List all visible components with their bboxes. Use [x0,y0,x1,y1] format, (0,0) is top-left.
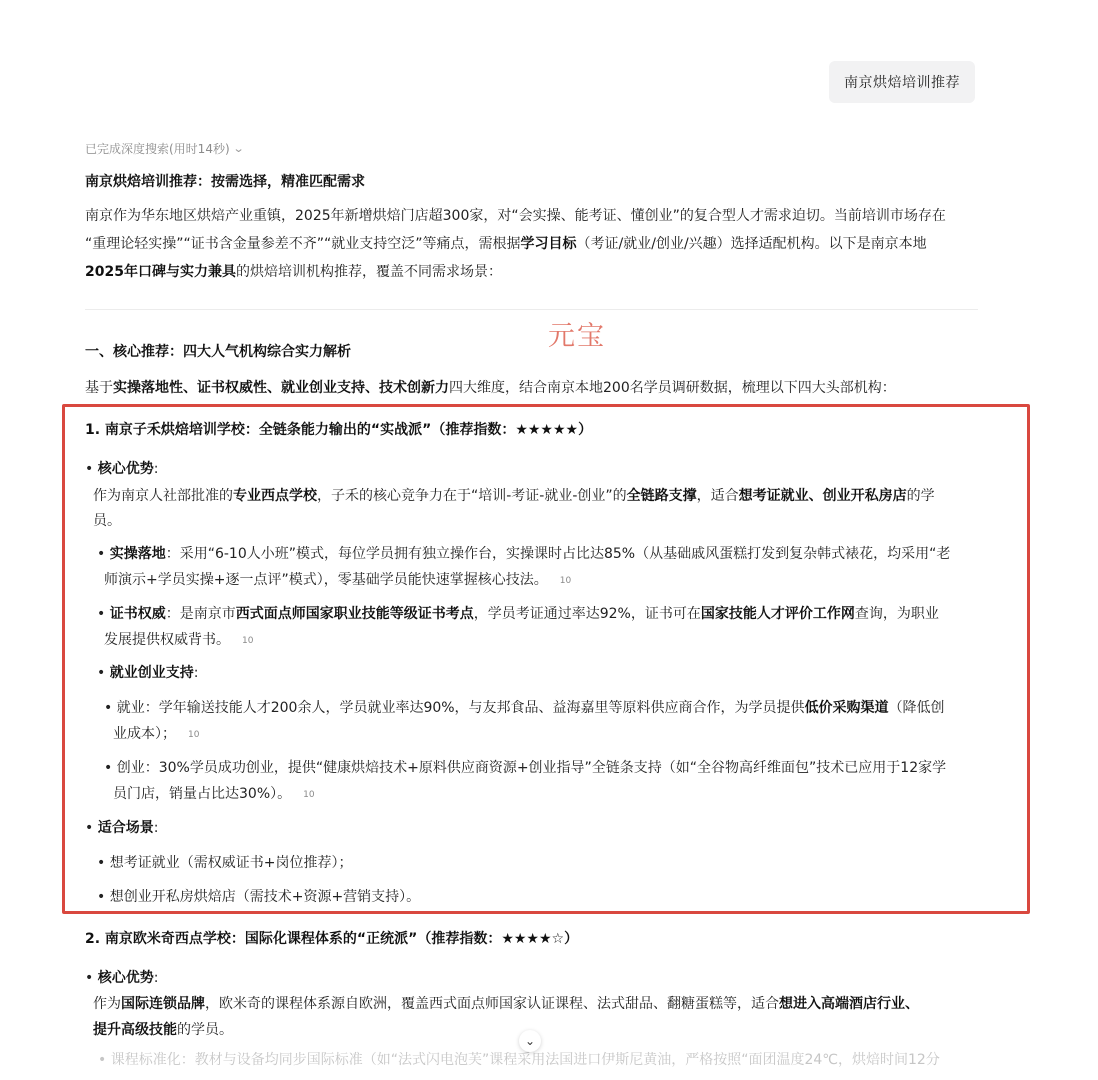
intro-paragraph [85,202,985,286]
point-certificate-cont: 发展提供权威背书。 10 [104,632,254,648]
school-1-advantage-text-cont: 员。 [93,513,121,529]
fit-item-2: • 想创业开私房烘焙店（需技术+资源+营销支持）。 [97,889,421,905]
intro-line-2: “重理论轻实操”“证书含金量参差不齐”“就业支持空泛”等痛点，需根据学习目标（考证/就业/创业/兴趣）选择适配机构。以下是南京本地 [85,236,927,252]
career-business-cont: 员门店，销量占比达30%）。 10 [113,786,315,802]
point-certificate: • 证书权威：是南京市西式面点师国家职业技能等级证书考点，学员考证通过率达92%，证书可在国家技能人才评价工作网查询，为职业 [97,606,939,622]
school-1-advantage-text: 作为南京人社部批准的专业西点学校，子禾的核心竞争力在于“培训-考证-就业-创业”的全链路支撑，适合想考证就业、创业开私房店的学 [93,488,935,504]
search-status-toggle[interactable] [85,140,243,157]
career-business: • 创业：30%学员成功创业，提供“健康烘焙技术+原料供应商资源+创业指导”全链条支持（如“全谷物高纤维面包”技术已应用于12家学 [104,760,947,776]
intro-line-1: 南京作为华东地区烘焙产业重镇，2025年新增烘焙门店超300家，对“会实操、能考证、懂创业”的复合型人才需求迫切。当前培训市场存在 [85,208,946,224]
chevron-down-icon: ⌄ [232,142,245,155]
fit-item-1: • 想考证就业（需权威证书+岗位推荐）； [97,855,353,871]
divider [85,309,978,310]
citation-badge[interactable]: 10 [559,576,572,586]
point-practice: • 实操落地：采用“6-10人小班”模式，每位学员拥有独立操作台，实操课时占比达85%（从基础戚风蛋糕打发到复杂韩式裱花，均采用“老 [97,546,951,562]
chevron-down-icon: ⌄ [524,1034,536,1048]
school-2-advantage-text: 作为国际连锁品牌，欧米奇的课程体系源自欧洲，覆盖西式面点师国家认证课程、法式甜品、翻糖蛋糕等，适合想进入高端酒店行业、 [93,996,919,1012]
highlight-box [62,404,1030,914]
answer-title: 南京烘焙培训推荐：按需选择，精准匹配需求 [85,174,365,190]
school-2-advantage-label: • 核心优势: [85,970,159,986]
school-1-title: 1. 南京子禾烘焙培训学校：全链条能力输出的“实战派”（推荐指数：★★★★★） [85,422,593,438]
school-2-title: 2. 南京欧米奇西点学校：国际化课程体系的“正统派”（推荐指数：★★★★☆） [85,931,579,947]
career-job-cont: 业成本）； 10 [113,726,200,742]
section-basis: 基于实操落地性、证书权威性、就业创业支持、技术创新力四大维度，结合南京本地200名学员调研数据，梳理以下四大头部机构： [85,380,896,396]
intro-line-3: 2025年口碑与实力兼具的烘焙培训机构推荐，覆盖不同需求场景： [85,264,502,280]
school-1-advantage-label: • 核心优势: [85,461,159,477]
section-heading: 一、核心推荐：四大人气机构综合实力解析 [85,344,351,360]
scroll-down-button[interactable] [519,1030,541,1052]
point-practice-cont: 师演示+学员实操+逐一点评”模式），零基础学员能快速掌握核心技法。 10 [104,572,572,588]
citation-badge[interactable]: 10 [188,730,200,740]
faded-next-line: • 课程标准化：教材与设备均同步国际标准（如“法式闪电泡芙”课程采用法国进口伊斯尼黄油，严格按照“面团温度24℃，烘焙时间12分 [98,1052,940,1068]
career-job: • 就业：学年输送技能人才200余人，学员就业率达90%，与友邦食品、益海嘉里等原料供应商合作，为学员提供低价采购渠道（降低创 [104,700,945,716]
search-status-label: 已完成深度搜索(用时14秒) [85,142,230,156]
watermark: 元宝 [548,321,606,352]
point-career: • 就业创业支持: [97,665,199,681]
school-1-fit-label: • 适合场景: [85,820,159,836]
school-2-advantage-text-cont: 提升高级技能的学员。 [93,1022,233,1038]
citation-badge[interactable]: 10 [242,636,254,646]
user-query-bubble: 南京烘焙培训推荐 [829,61,975,103]
citation-badge[interactable]: 10 [303,790,315,800]
